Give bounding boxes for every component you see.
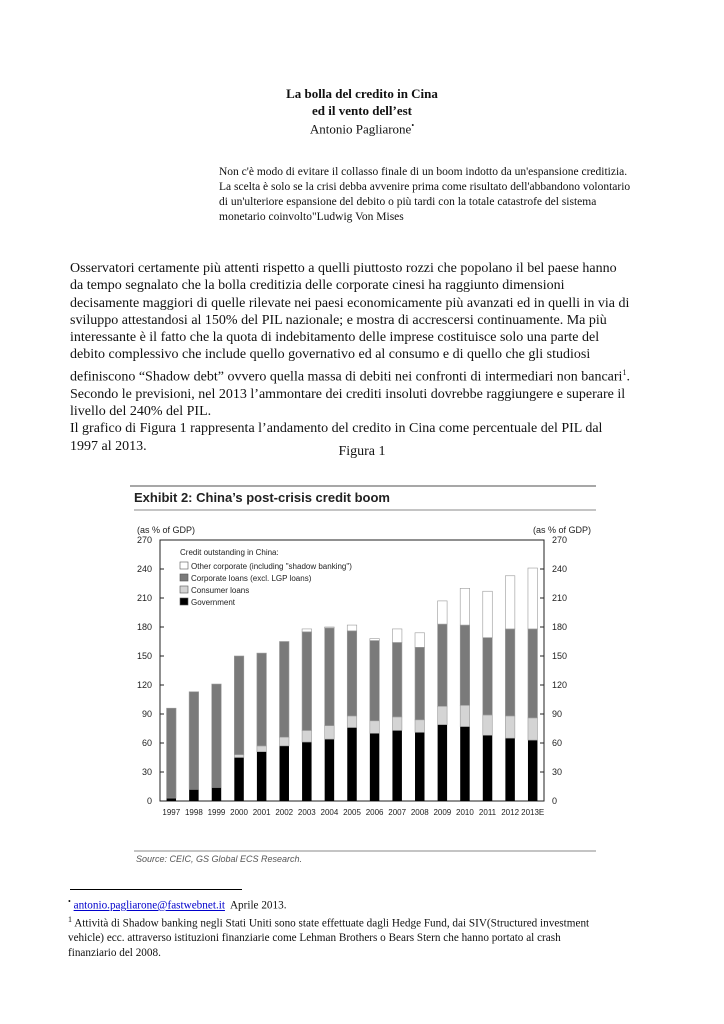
footnote-1-date: Aprile 2013. (229, 899, 287, 912)
legend-label-government: Government (191, 598, 236, 607)
x-tick-label: 2010 (456, 808, 474, 817)
bar-segment-corporate (279, 642, 288, 738)
bar-segment-other (325, 627, 334, 628)
legend (180, 548, 352, 607)
bar-segment-government (257, 752, 266, 801)
bar-segment-other (392, 629, 401, 643)
x-tick-label: 1999 (207, 808, 226, 817)
footnote-2-mark: 1 (68, 915, 72, 925)
y-axis-label-right: (as % of GDP) (532, 525, 591, 535)
legend-swatch-consumer (180, 586, 188, 593)
author-footnote-mark: • (411, 121, 415, 130)
bar-segment-other (483, 591, 492, 637)
x-ticks (162, 808, 544, 817)
bar-segment-government (167, 798, 176, 801)
bar-segment-consumer (302, 730, 311, 742)
x-tick-label: 2000 (230, 808, 248, 817)
body-line: interessante è il fatto che la quota di indebitamento delle imprese costituisce solo una parte del (70, 330, 600, 346)
bar-segment-government (212, 787, 221, 801)
bar-segment-consumer (370, 721, 379, 734)
x-tick-label: 2007 (388, 808, 407, 817)
x-tick-label: 2002 (275, 808, 294, 817)
y-tick-label-right: 150 (552, 651, 568, 661)
chart-title: Exhibit 2: China’s post-crisis credit boom (134, 490, 390, 505)
footnote-2-line: vehicle) ecc. attraverso istituzioni finanziarie come Lehman Brothers o Bears Stern che hanno portato al crash (68, 932, 561, 945)
body-line: decisamente maggiori di quelle rilevate nei paesi economicamente più avanzati ed in quelli in via di (70, 295, 630, 311)
y-tick-label-right: 0 (552, 796, 558, 806)
bar-segment-corporate (483, 638, 492, 715)
bar-segment-other (505, 576, 514, 629)
bar-segment-consumer (347, 716, 356, 728)
y-tick-label-left: 0 (146, 796, 152, 806)
footnote-ref: 1 (622, 367, 627, 377)
bar-segment-other (528, 568, 537, 629)
legend-title: Credit outstanding in China: (180, 548, 279, 557)
bar-segment-government (505, 738, 514, 801)
footnote-2 (68, 913, 668, 931)
y-tick-label-left: 240 (136, 564, 152, 574)
y-tick-label-right: 60 (552, 738, 563, 748)
x-tick-label: 1997 (162, 808, 181, 817)
footnote-1-mark: • (68, 897, 71, 906)
bar-segment-other (415, 633, 424, 648)
y-tick-label-left: 30 (141, 767, 152, 777)
y-tick-label-right: 210 (552, 593, 568, 603)
x-tick-label: 2001 (252, 808, 271, 817)
title-line-2: ed il vento dell’est (311, 103, 412, 118)
x-tick-label: 2003 (297, 808, 316, 817)
credit-chart (120, 482, 600, 870)
bar-segment-government (234, 758, 243, 802)
epigraph-quote (219, 165, 659, 225)
y-axis-label-left: (as % of GDP) (137, 525, 196, 535)
bar-segment-consumer (279, 737, 288, 746)
body-line: sviluppo attestandosi al 150% del PIL nazionale; e mostra di accrescersi continuamente. Ma più (70, 312, 607, 328)
bar-segment-other (438, 601, 447, 624)
y-tick-label-left: 210 (136, 593, 152, 603)
bar-segment-corporate (234, 656, 243, 755)
y-tick-label-left: 150 (136, 651, 152, 661)
figure-caption: Figura 1 (338, 444, 386, 459)
body-line: 1997 al 2013. (70, 438, 147, 454)
y-tick-label-right: 180 (552, 622, 568, 632)
body-paragraph (70, 260, 660, 455)
bar-segment-other (347, 625, 356, 631)
chart-source: Source: CEIC, GS Global ECS Research. (136, 854, 303, 864)
bar-segment-government (460, 727, 469, 801)
y-tick-label-left: 270 (136, 535, 152, 545)
quote-line: di un'ulteriore espansione del debito o più tardi con la totale catastrofe del sistema (219, 196, 597, 208)
bar-segment-government (370, 733, 379, 801)
quote-line: Non c'è modo di evitare il collasso finale di un boom indotto da un'espansione creditizia. (219, 166, 628, 178)
x-tick-label: 2004 (320, 808, 339, 817)
y-tick-label-left: 90 (141, 709, 152, 719)
body-line: Secondo le previsioni, nel 2013 l’ammontare dei crediti insoluti dovrebbe raggiungere e superare il (70, 386, 626, 402)
y-tick-label-left: 180 (136, 622, 152, 632)
footnote-rule (70, 889, 242, 890)
bar-segment-consumer (505, 716, 514, 738)
bar-segment-consumer (257, 746, 266, 752)
bar-segment-government (279, 746, 288, 801)
body-line: Il grafico di Figura 1 rappresenta l’andamento del credito in Cina come percentuale del PIL dal (70, 421, 603, 437)
bar-segment-corporate (347, 631, 356, 716)
bar-segment-consumer (415, 720, 424, 733)
x-tick-label: 2013E (521, 808, 545, 817)
bar-segment-government (438, 725, 447, 801)
footnote-2-line: Attività di Shadow banking negli Stati Uniti sono state effettuate dagli Hedge Fund, dai SIV(Structured investment (74, 917, 590, 930)
bar-segment-corporate (392, 642, 401, 716)
body-line-text: definiscono “Shadow debt” ovvero quella massa di debiti nei confronti di intermediari non bancari (70, 369, 623, 385)
bar-segment-corporate (302, 632, 311, 731)
bar-segment-consumer (528, 718, 537, 740)
quote-line: monetario coinvolto"Ludwig Von Mises (219, 211, 404, 223)
body-line: Osservatori certamente più attenti rispetto a quelli piuttosto rozzi che popolano il bel paese hanno (70, 261, 617, 276)
x-tick-label: 2009 (433, 808, 452, 817)
y-tick-label-left: 120 (136, 680, 152, 690)
legend-label-corporate: Corporate loans (excl. LGP loans) (191, 574, 312, 583)
bar-segment-government (325, 739, 334, 801)
x-tick-label: 1998 (184, 808, 203, 817)
bar-segment-consumer (325, 726, 334, 740)
legend-swatch-other (180, 562, 188, 569)
body-line: debito complessivo che include quello governativo ed al consumo e di quello che gli studiosi (70, 347, 591, 363)
bar-segment-consumer (392, 717, 401, 731)
bar-segment-consumer (483, 715, 492, 735)
bar-segment-corporate (212, 684, 221, 787)
x-tick-label: 2006 (365, 808, 384, 817)
footnote-1 (68, 895, 668, 913)
bar-segment-corporate (257, 653, 266, 746)
bar-segment-government (528, 740, 537, 801)
y-tick-label-left: 60 (141, 738, 152, 748)
bar-segment-government (347, 728, 356, 801)
x-tick-label: 2012 (501, 808, 520, 817)
author-name: Antonio Pagliarone (309, 121, 412, 137)
bar-segment-corporate (189, 692, 198, 790)
x-tick-label: 2005 (343, 808, 361, 817)
bar-segment-corporate (415, 647, 424, 720)
y-tick-label-right: 30 (552, 767, 563, 777)
y-tick-label-right: 240 (552, 564, 568, 574)
bar-segment-corporate (460, 625, 469, 705)
bar-segment-corporate (528, 629, 537, 718)
bar-segment-government (415, 732, 424, 801)
quote-line: La scelta è solo se la crisi debba avvenire prima come risultato dell'abbandono volontario (219, 181, 631, 193)
bar-segment-corporate (438, 624, 447, 706)
y-tick-label-right: 120 (552, 680, 568, 690)
bar-segment-corporate (325, 628, 334, 726)
bar-segment-other (370, 639, 379, 641)
bar-segment-government (189, 789, 198, 801)
author-email-link[interactable]: antonio.pagliarone@fastwebnet.it (73, 899, 225, 912)
bar-segment-consumer (460, 705, 469, 726)
legend-swatch-government (180, 598, 188, 605)
body-line: livello del 240% del PIL. (70, 404, 212, 420)
bar-segment-government (392, 730, 401, 801)
footnote-2-line: finanziario del 2008. (68, 946, 161, 959)
author (0, 121, 724, 137)
bar-segment-other (460, 588, 469, 625)
x-tick-label: 2011 (478, 808, 497, 817)
y-tick-label-right: 90 (552, 709, 563, 719)
y-tick-label-right: 270 (552, 535, 568, 545)
title-line-1: La bolla del credito in Cina (286, 86, 438, 101)
bar-segment-other (302, 629, 311, 632)
legend-label-other: Other corporate (including "shadow banking") (191, 562, 352, 571)
bar-segment-consumer (234, 755, 243, 758)
bar-segment-corporate (505, 629, 514, 716)
body-line (70, 364, 660, 386)
legend-label-consumer: Consumer loans (191, 586, 250, 595)
x-tick-label: 2008 (410, 808, 429, 817)
legend-swatch-corporate (180, 574, 188, 581)
footnotes (68, 895, 668, 960)
body-line: da tempo segnalato che la bolla creditizia delle corporate cinesi ha raggiunto dimensioni (70, 278, 565, 294)
bar-segment-consumer (438, 706, 447, 724)
bar-segment-government (302, 742, 311, 801)
bar-segment-government (483, 735, 492, 801)
bar-segment-corporate (370, 641, 379, 721)
bar-segment-corporate (167, 708, 176, 798)
body-line-end: . (626, 369, 630, 385)
